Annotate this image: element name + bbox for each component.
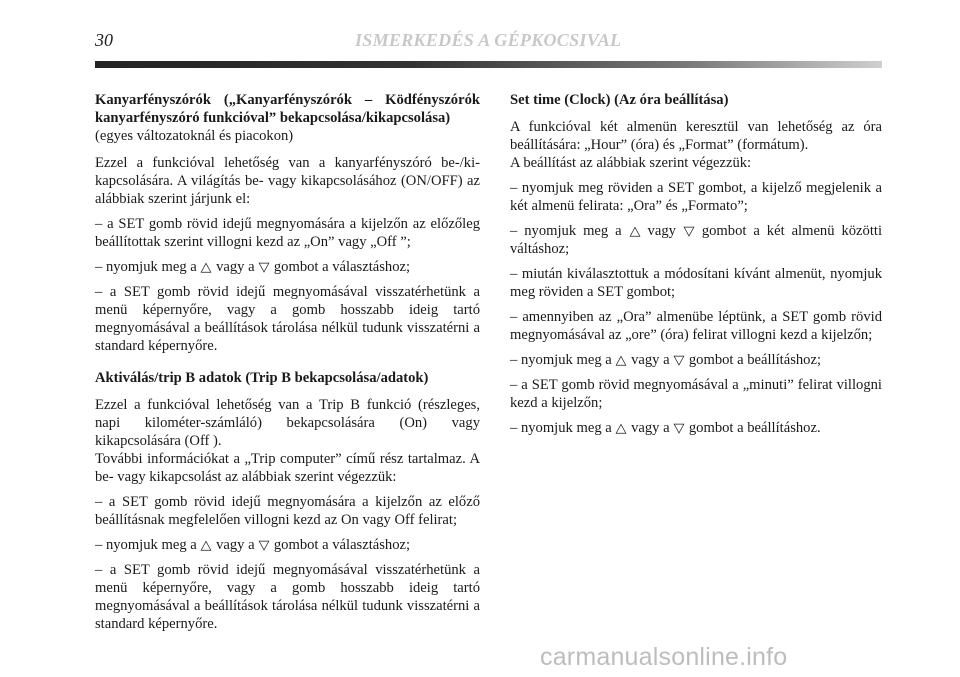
heading-trip-b: Aktiválás/trip B adatok (Trip B bekapcsolása/adatok) [95,370,429,386]
text: vagy a [631,420,670,436]
heading-cornering-lights: Kanyarfényszórók („Kanyarfényszórók – Ködfényszórók kanyarfényszóró funkcióval” bekapcsolása/kikapcsolása) [95,92,480,126]
paragraph: Ezzel a funkcióval lehetőség van a kanyarfényszóró be-/ki-kapcsolására. A világítás be- vagy kikapcsolásához (ON/OFF) az alábbiak szerint járjunk el: [95,155,480,207]
paragraph: – a SET gomb rövid idejű megnyomásával visszatérhetünk a menü képernyőre, vagy a gomb hosszabb ideig tartó megnyomásával a beállítások tárolása nélkül tudunk visszatérni a standard képernyőre. [95,284,480,354]
paragraph: – a SET gomb rövid idejű megnyomására a kijelzőn az előző beállításnak megfelelően villogni kezd az On vagy Off felirat; [95,494,480,528]
subheading-variants: (egyes változatoknál és piacokon) [95,128,294,144]
text: – nyomjuk meg a [95,259,197,275]
text: vagy [647,223,676,239]
text: vagy a [216,537,255,553]
up-triangle-icon: △ [200,537,212,552]
paragraph [510,222,882,258]
paragraph: – a SET gomb rövid idejű megnyomásával visszatérhetünk a menü képernyőre, vagy a gomb hosszabb ideig tartó megnyomásával a beállítások tárolása nélkül tudunk visszatérni a standard képernyőre. [95,562,480,632]
down-triangle-icon: ▽ [258,537,270,552]
down-triangle-icon: ▽ [683,223,695,238]
paragraph [510,351,882,369]
text: vagy a [631,352,670,368]
text: gombot a beállításhoz. [688,420,821,436]
paragraph: – amennyiben az „Ora” almenübe léptünk, a SET gomb rövid megnyomásával az „ore” (óra) felirat villogni kezd a kijelzőn; [510,309,882,343]
down-triangle-icon: ▽ [673,352,685,367]
paragraph [510,419,882,437]
text: gombot a választáshoz; [273,259,411,275]
text: – nyomjuk meg a [510,420,612,436]
text: – nyomjuk meg a [510,223,622,239]
up-triangle-icon: △ [615,352,627,367]
paragraph [95,536,480,554]
header-rule [95,61,882,68]
heading-set-time: Set time (Clock) (Az óra beállítása) [510,92,729,108]
section-title: ISMERKEDÉS A GÉPKOCSIVAL [355,30,622,50]
paragraph [95,258,480,276]
text: gombot a beállításhoz; [688,352,821,368]
text: vagy a [216,259,255,275]
down-triangle-icon: ▽ [673,420,685,435]
text: gombot a két almenü közötti váltáshoz; [510,223,882,257]
paragraph: – miután kiválasztottuk a módosítani kívánt almenüt, nyomjuk meg röviden a SET gombot; [510,266,882,300]
paragraph: – nyomjuk meg röviden a SET gombot, a kijelző megjelenik a két almenü felirata: „Ora” és „Formato”; [510,180,882,214]
down-triangle-icon: ▽ [258,259,270,274]
text: gombot a választáshoz; [273,537,411,553]
paragraph: – a SET gomb rövid megnyomásával a „minuti” felirat villogni kezd a kijelzőn; [510,377,882,411]
left-column [95,91,480,640]
page-number: 30 [95,30,113,50]
paragraph: Ezzel a funkcióval lehetőség van a Trip B funkció (részleges, napi kilométer-számláló) bekapcsolására (On) vagy kikapcsolására (Off ). [95,397,480,449]
paragraph: A funkcióval két almenün keresztül van lehetőség az óra beállítására: „Hour” (óra) és „Format” (formátum). [510,119,882,153]
right-column [510,91,882,444]
text: – nyomjuk meg a [95,537,197,553]
text: – nyomjuk meg a [510,352,612,368]
paragraph: – a SET gomb rövid idejű megnyomására a kijelzőn az előzőleg beállítottak szerint villogni kezd az „On” vagy „Off ”; [95,216,480,250]
up-triangle-icon: △ [615,420,627,435]
up-triangle-icon: △ [200,259,212,274]
paragraph: A beállítást az alábbiak szerint végezzük: [510,155,752,171]
paragraph: További információkat a „Trip computer” című rész tartalmaz. A be- vagy kikapcsolást az alábbiak szerint végezzük: [95,451,480,485]
up-triangle-icon: △ [629,223,641,238]
watermark-link[interactable]: carmanualsonline.info [540,643,788,671]
